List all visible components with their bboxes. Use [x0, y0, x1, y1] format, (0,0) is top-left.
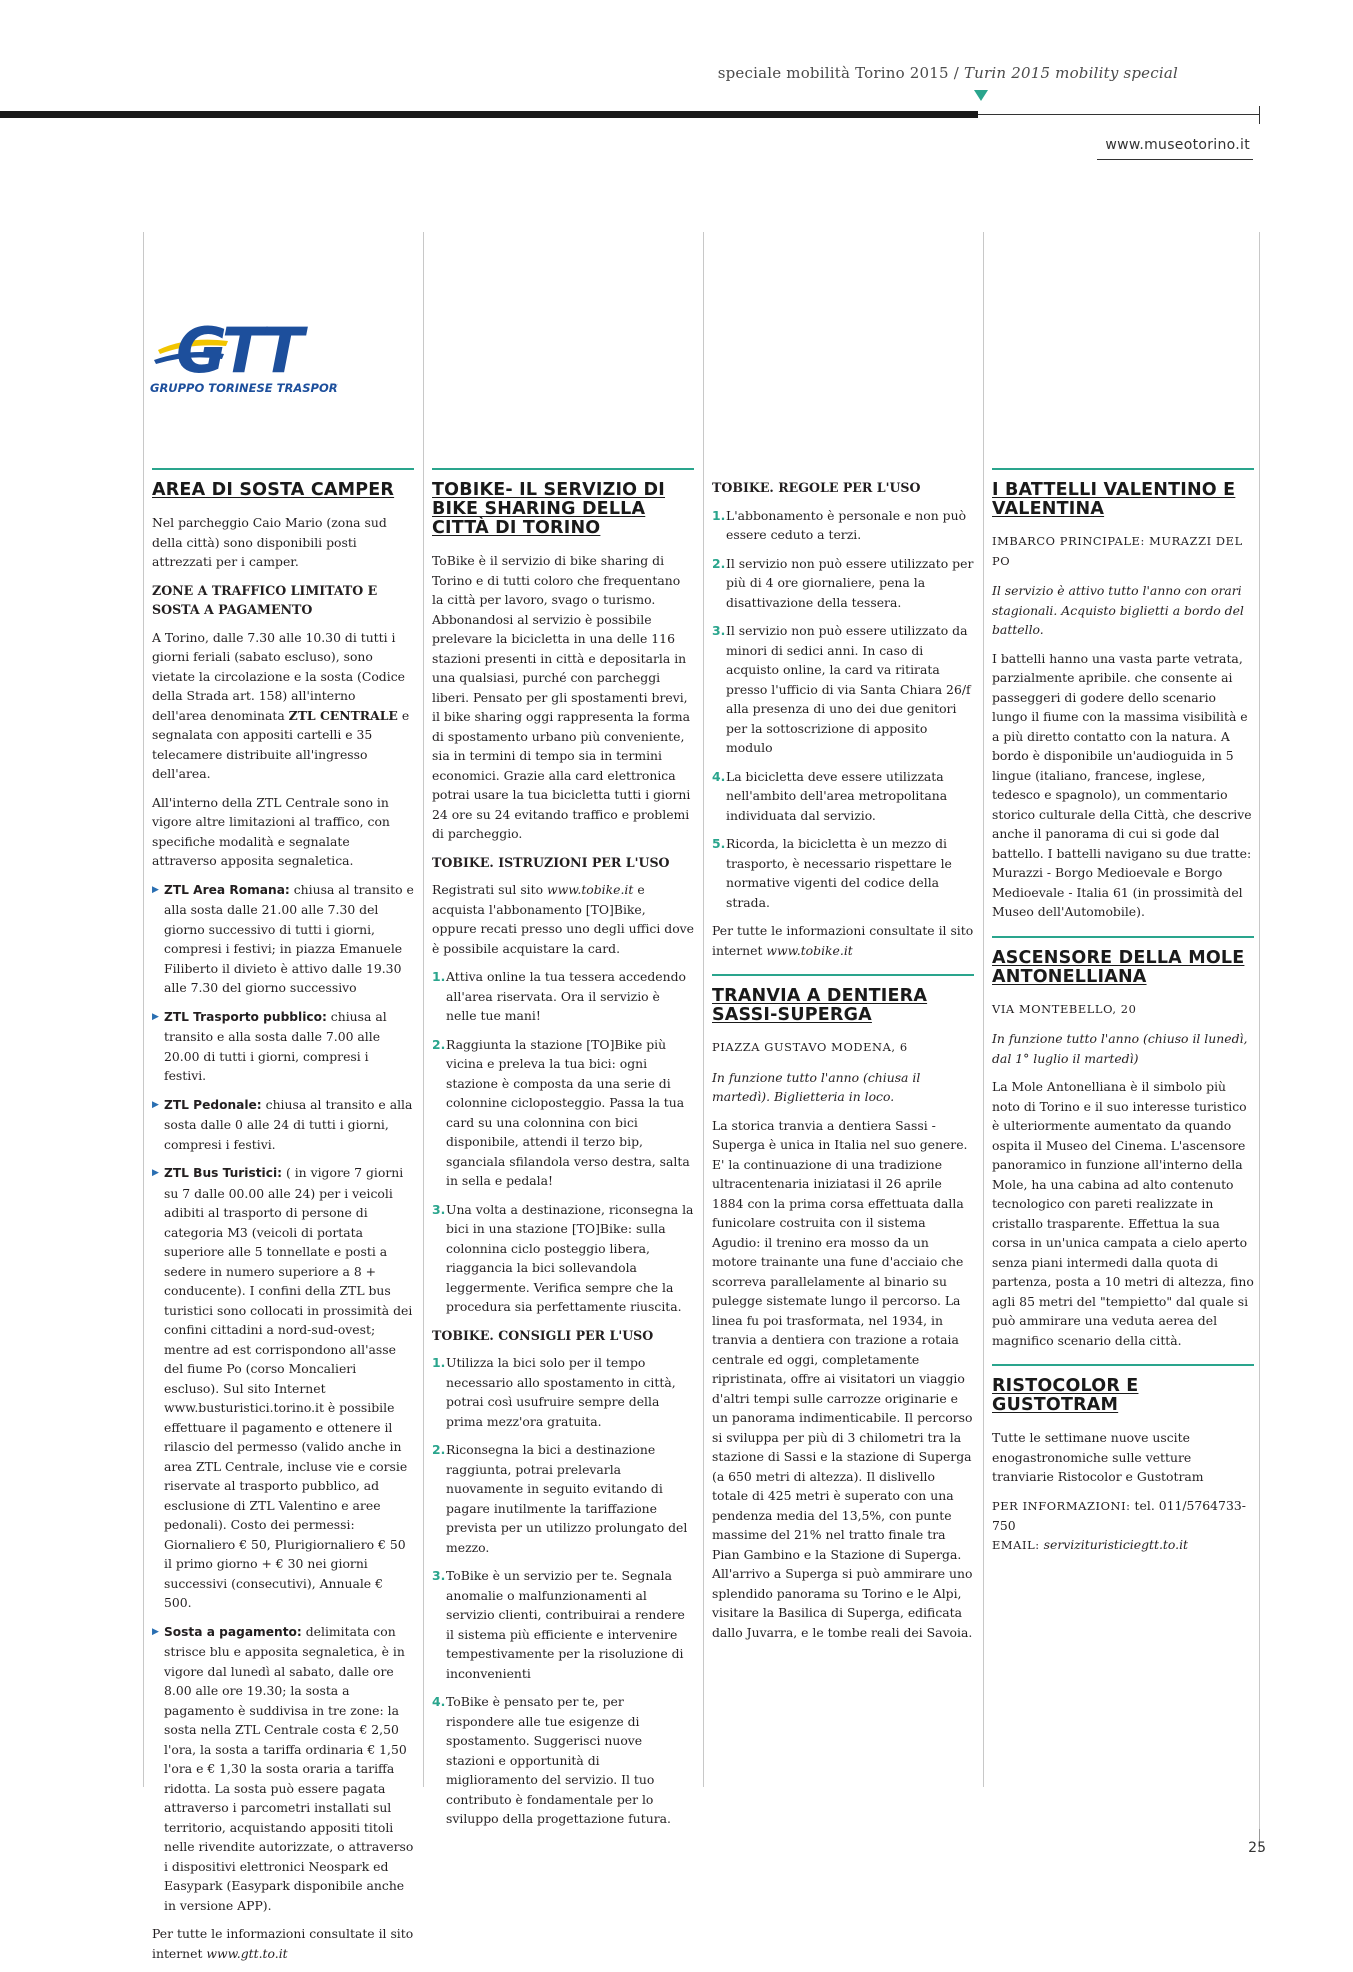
gtt-info: Per tutte le informazioni consultate il sito internet www.gtt.to.it — [152, 1926, 414, 1961]
list-item: ▶ Sosta a pagamento: delimitata con strisce blu e apposita segnaletica, è in vigore dal lunedì al sabato, dalle ore 8.00 alle ore 19.30; la sosta a pagamento è suddivisa in tre zone: la sosta nella ZTL Centrale costa € 2,50 l'ora, la sosta a tariffa ordinaria € 1,50 l'ora e € 1,30 la sosta oraria a tariffa ridotta. La sosta può essere pagata attraverso i parcometri installati sul territorio, acquistando appositi titoli nelle rivendite autorizzate, o attraverso i dispositivi elettronici Neospark ed Easypark (Easypark disponibile anche in versione APP). — [152, 1623, 414, 1913]
battelli-embark: IMBARCO PRINCIPALE: MURAZZI DEL PO — [992, 534, 1243, 568]
tobike-intro: ToBike è il servizio di bike sharing di Torino e di tutti coloro che frequentano la città per lavoro, svago o turismo. Abbonandosi al servizio è possibile prelevare la bicicletta in una delle 116 stazioni presenti in città e depositarla in una qualsiasi, purché con parcheggi liberi. Pensato per gli spostamenti brevi, il bike sharing oggi rappresenta la forma di spostamento urbano più conveniente, sia in termini di tempo sia in termini economici. Grazie alla card elettronica potrai usare la tua bicicletta tutti i giorni 24 ore su 24 evitando traffico e problemi di parcheggio. — [432, 553, 691, 841]
triangle-bullet-icon: ▶ — [152, 884, 159, 895]
tobike-register: Registrati sul sito www.tobike.it e acquista l'abbonamento [TO]Bike, oppure recati presso uno degli uffici dove è possibile acquistare la card. — [432, 882, 694, 956]
list-item: 3. ToBike è un servizio per te. Segnala anomalie o malfunzionamenti al servizio clienti, contribuirai a rendere il sistema più efficiente e intervenire tempestivamente per la risoluzione di inconvenienti — [432, 1568, 685, 1681]
list-item: ▶ ZTL Area Romana: chiusa al transito e alla sosta dalle 21.00 alle 7.30 del giorno successivo di tutti i giorni, compresi i festivi; in piazza Emanuele Filiberto il divieto è attivo dalle 19.30 alle 7.30 del giorno successivo — [152, 881, 414, 995]
list-item: ▶ ZTL Bus Turistici: ( in vigore 7 giorni su 7 dalle 00.00 alle 24) per i veicoli adibiti al trasporto di persone di categoria M3 (veicoli di portata superiore alle 5 tonnellate e posti a sedere in numero superiore a 8 + conducente). I confini della ZTL bus turistici sono collocati in prossimità dei confini cittadini a nord-sud-ovest; mentre ad est corrispondono all'asse del fiume Po (corso Moncalieri escluso). Sul sito Internet www.busturistici.torino.it è possibile effettuare il pagamento e ottenere il rilascio del permesso (valido anche in area ZTL Centrale, incluse vie e corsie riservate al trasporto pubblico, ad esclusione di ZTL Valentino e aree pedonali). Costo dei permessi: Giornaliero € 50, Plurigiornaliero € 50 il primo giorno + € 30 nei giorni successivi (consecutivi), Annuale € 500. — [152, 1165, 413, 1610]
section-camper — [152, 468, 414, 1963]
istruzioni-list — [432, 967, 694, 1317]
column-3 — [712, 478, 974, 1651]
website-underline — [1097, 159, 1253, 160]
tobike-info: Per tutte le informazioni consultate il sito internet www.tobike.it — [712, 923, 974, 958]
triangle-bullet-icon: ▶ — [152, 1626, 159, 1637]
header-separator: / — [953, 64, 959, 82]
header-rule-tick — [1259, 106, 1260, 124]
heading-tranvia: TRANVIA A DENTIERA SASSI-SUPERGA — [712, 986, 928, 1025]
section-mole — [992, 936, 1254, 1351]
subheading-istruzioni: TOBIKE. ISTRUZIONI PER L'USO — [432, 854, 670, 870]
website-link[interactable]: www.museotorino.it — [1105, 137, 1250, 153]
camper-intro: Nel parcheggio Caio Mario (zona sud della città) sono disponibili posti attrezzati per i camper. — [152, 515, 387, 569]
tranvia-body: La storica tranvia a dentiera Sassi - Superga è unica in Italia nel suo genere. E' la continuazione di una tradizione ultracentenaria iniziatasi il 26 aprile 1884 con la prima corsa effettuata dalla funicolare costruita con il sistema Agudio: il trenino era mosso da un motore trainante una fune d'acciaio che scorreva parallelamente al binario su pulegge sistemate lungo il percorso. La linea fu poi trasformata, nel 1934, in tranvia a dentiera con trazione a rotaia centrale ed oggi, completamente ripristinata, offre ai visitatori un viaggio d'altri tempi sulle carrozze originarie e un panorama indimenticabile. Il percorso si sviluppa per più di 3 chilometri tra la stazione di Sassi e la stazione di Superga (a 650 metri di altezza). Il dislivello totale di 425 metri è superato con una pendenza media del 13,5%, con punte massime del 21% nel tratto finale tra Pian Gambino e la Stazione di Superga. All'arrivo a Superga si può ammirare uno splendido panorama su Torino e le Alpi, visitare la Basilica di Superga, edificata dallo Juvarra, e le tombe reali dei Savoia. — [712, 1117, 973, 1640]
ristocolor-contact: PER INFORMAZIONI: tel. 011/5764733-750 EMAIL: servizituristiciegtt.to.it — [992, 1497, 1246, 1552]
list-item: 2. Raggiunta la stazione [TO]Bike più vicina e preleva la tua bici: ogni stazione è composta da una serie di colonnine cicloposteggio. Passa la tua card su una colonnina con bici disponibile, attendi il terzo bip, sganciala sfilandola verso destra, salta in sella e pedala! — [432, 1036, 690, 1188]
subheading-regole: TOBIKE. REGOLE PER L'USO — [712, 480, 921, 495]
section-tranvia — [712, 974, 974, 1642]
triangle-bullet-icon: ▶ — [152, 1011, 159, 1022]
heading-ristocolor: RISTOCOLOR E GUSTOTRAM — [992, 1376, 1139, 1415]
ztl-bullet-list — [152, 880, 414, 1916]
header-title-en: Turin 2015 mobility special — [963, 64, 1178, 82]
list-item: 2. Riconsegna la bici a destinazione raggiunta, potrai prelevarla nuovamente in seguito evitando di pagare inutilmente la tariffazione prevista per un utilizzo prolungato del mezzo. — [432, 1442, 688, 1555]
regole-list — [712, 506, 974, 913]
section-battelli — [992, 468, 1254, 922]
list-item: 5. Ricorda, la bicicletta è un mezzo di trasporto, è necessario rispettare le normative vigenti del codice della strada. — [712, 836, 952, 910]
section-ristocolor — [992, 1364, 1254, 1555]
tranvia-hours: In funzione tutto l'anno (chiusa il martedì). Biglietteria in loco. — [712, 1069, 921, 1104]
triangle-bullet-icon: ▶ — [152, 1099, 159, 1110]
list-item: 1. Utilizza la bici solo per il tempo necessario allo spostamento in città, potrai così usufruire sempre della prima mezz'ora gratuita. — [432, 1355, 676, 1429]
column-2 — [432, 468, 694, 1838]
column-divider-1 — [143, 232, 144, 1787]
heading-area-sosta-camper: AREA DI SOSTA CAMPER — [152, 480, 395, 500]
list-item: 1. Attiva online la tua tessera accedendo all'area riservata. Ora il servizio è nelle tue mani! — [432, 969, 687, 1023]
tranvia-address: PIAZZA GUSTAVO MODENA, 6 — [712, 1040, 908, 1054]
heading-mole: ASCENSORE DELLA MOLE ANTONELLIANA — [992, 947, 1245, 987]
header-rule-thick — [0, 111, 978, 118]
gtt-logo-graphic — [148, 316, 338, 400]
list-item: ▶ ZTL Pedonale: chiusa al transito e alla sosta dalle 0 alle 24 di tutti i giorni, compresi i festivi. — [152, 1096, 413, 1152]
heading-battelli: I BATTELLI VALENTINO E VALENTINA — [992, 480, 1236, 519]
list-item: 4. ToBike è pensato per te, per rispondere alle tue esigenze di spostamento. Suggerisci nuove stazioni e opportunità di miglioramento del servizio. Il tuo contributo è fondamentale per lo sviluppo della progettazione futura. — [432, 1694, 671, 1826]
consigli-list — [432, 1353, 694, 1829]
page-number: 25 — [1248, 1840, 1266, 1856]
running-header — [718, 64, 1178, 82]
email-link[interactable]: servizituristiciegtt.to.it — [1039, 1536, 1189, 1552]
column-1 — [152, 468, 414, 1972]
column-divider-5 — [1259, 232, 1260, 1852]
list-item: 2. Il servizio non può essere utilizzato per più di 4 ore giornaliere, pena la disattivazione della tessera. — [712, 555, 974, 610]
column-4 — [992, 468, 1254, 1564]
gtt-logo — [148, 316, 338, 400]
ztl-paragraph-1: A Torino, dalle 7.30 alle 10.30 di tutti i giorni feriali (sabato escluso), sono vietate la circolazione e la sosta (Codice della Strada art. 158) all'interno dell'area denominata ZTL CENTRALE e segnalata con appositi cartelli e 35 telecamere distribuite all'ingresso dell'area. — [152, 629, 410, 781]
list-item: 1. L'abbonamento è personale e non può essere ceduto a terzi. — [712, 507, 967, 542]
battelli-hours: Il servizio è attivo tutto l'anno con orari stagionali. Acquisto biglietti a bordo del battello. — [992, 583, 1244, 637]
gtt-link[interactable]: www.gtt.to.it — [206, 1945, 288, 1961]
section-tobike — [432, 468, 694, 1829]
header-arrow-marker — [974, 90, 988, 101]
subheading-consigli: TOBIKE. CONSIGLI PER L'USO — [432, 1327, 654, 1343]
svg-text:GRUPPO TORINESE TRASPORTI: GRUPPO TORINESE TRASPORTI — [150, 381, 338, 395]
list-item: 3. Il servizio non può essere utilizzato da minori di sedici anni. In caso di acquisto online, la card va ritirata presso l'ufficio di via Santa Chiara 26/f alla presenza di uno dei due genitori per la sottoscrizione di apposito modulo — [712, 623, 971, 755]
battelli-body: I battelli hanno una vasta parte vetrata, parzialmente apribile. che consente ai passeggeri di godere dello scenario lungo il fiume con la massima visibilità e a più diretto contatto con la natura. A bordo è disponibile un'audioguida in 5 lingue (italiano, francese, inglese, tedesco e spagnolo), un commentario storico culturale della Città, che descrive anche il panorama di cui si gode dal battello. I battelli navigano su due tratte: Murazzi - Borgo Medioevale e Borgo Medioevale - Italia 61 (in prossimità del Museo dell'Automobile). — [992, 650, 1252, 919]
ristocolor-body: Tutte le settimane nuove uscite enogastronomiche sulle vetture tranviarie Ristocolor e Gustotram — [992, 1430, 1204, 1484]
column-divider-4 — [983, 232, 984, 1787]
header-title-it: speciale mobilità Torino 2015 — [717, 64, 949, 82]
mole-hours: In funzione tutto l'anno (chiuso il lunedì, dal 1° luglio il martedì) — [992, 1031, 1248, 1066]
subheading-ztl: ZONE A TRAFFICO LIMITATO E SOSTA A PAGAMENTO — [152, 582, 378, 617]
column-divider-2 — [423, 232, 424, 1787]
column-divider-3 — [703, 232, 704, 1787]
mole-body: La Mole Antonelliana è il simbolo più noto di Torino e il suo interesse turistico è ulteriormente aumentato da quando ospita il Museo del Cinema. L'ascensore panoramico in funzione all'interno della Mole, ha una cabina ad alto contenuto tecnologico con pareti realizzate in cristallo trasparente. Effettua la sua corsa in un'unica campata a cielo aperto senza piani intermedi dalla quota di partenza, posta a 10 metri di altezza, fino agli 85 metri del "tempietto" dal quale si può ammirare una veduta aerea del magnifico scenario della città. — [992, 1079, 1254, 1348]
list-item: 3. Una volta a destinazione, riconsegna la bici in una stazione [TO]Bike: sulla colonnina ciclo posteggio libera, riaggancia la bici sollevandola leggermente. Verifica sempre che la procedura sia perfettamente riuscita. — [432, 1201, 694, 1314]
heading-tobike: TOBIKE- IL SERVIZIO DI BIKE SHARING DELLA CITTÀ DI TORINO — [432, 480, 665, 538]
triangle-bullet-icon: ▶ — [152, 1168, 159, 1178]
tobike-link[interactable]: www.tobike.it — [547, 882, 634, 897]
svg-text:GTT: GTT — [176, 316, 300, 387]
mole-address: VIA MONTEBELLO, 20 — [992, 1001, 1137, 1016]
list-item: ▶ ZTL Trasporto pubblico: chiusa al transito e alla sosta dalle 7.00 alle 20.00 di tutti i giorni, compresi i festivi. — [152, 1008, 387, 1083]
ztl-paragraph-2: All'interno della ZTL Centrale sono in vigore altre limitazioni al traffico, con specifiche modalità e segnalate attraverso apposita segnaletica. — [152, 794, 390, 868]
list-item: 4. La bicicletta deve essere utilizzata nell'ambito dell'area metropolitana individuata dal servizio. — [712, 768, 948, 823]
tobike-link-2[interactable]: www.tobike.it — [766, 942, 853, 958]
header-rule-thin — [978, 114, 1260, 115]
